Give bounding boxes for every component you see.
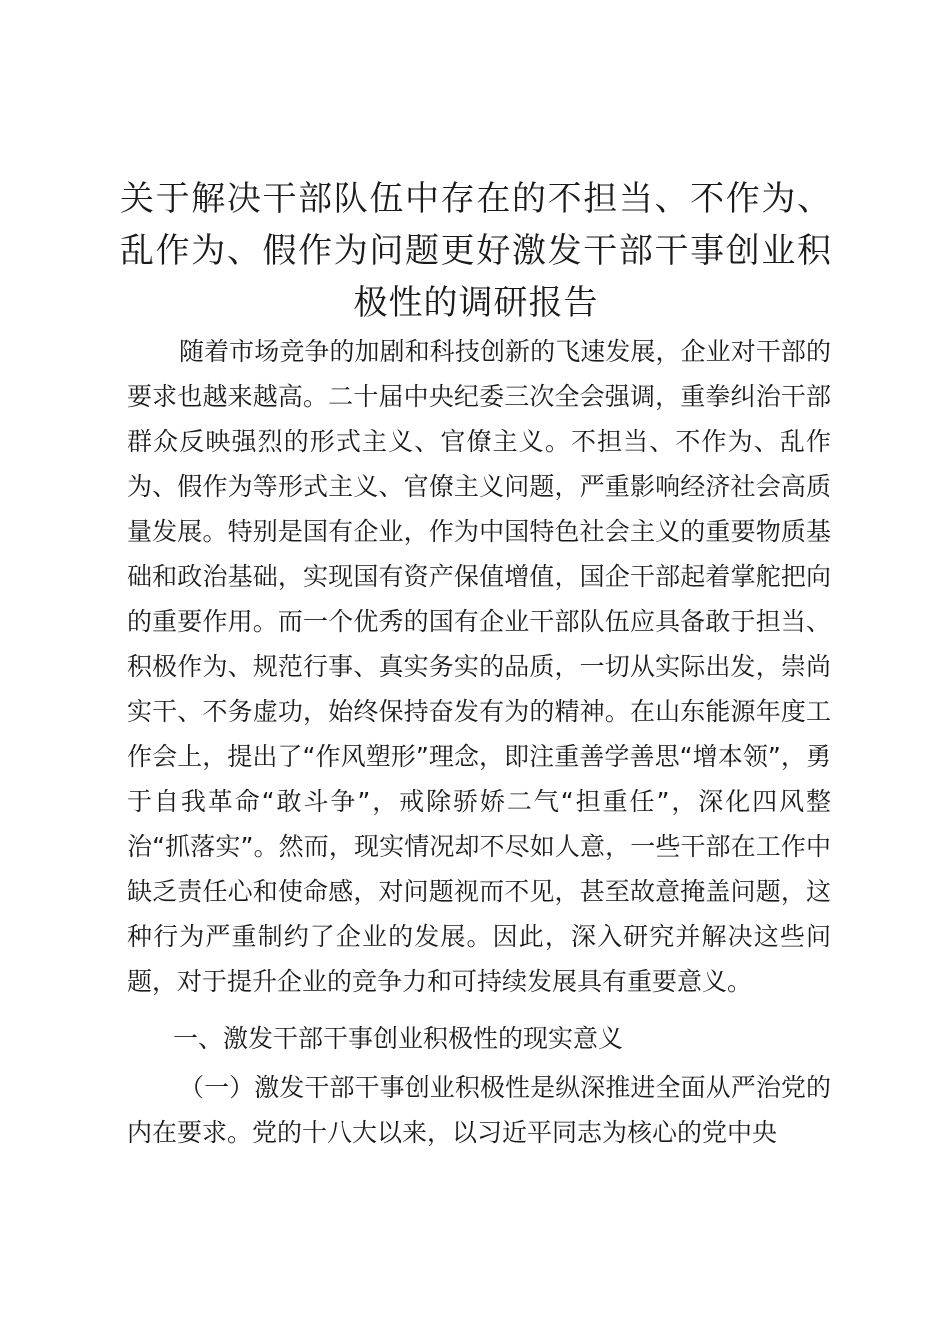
subsection-paragraph: （一）激发干部干事创业积极性是纵深推进全面从严治党的内在要求。党的十八大以来，以习近平同志为核心的党中央: [127, 1073, 831, 1147]
document-title: 关于解决干部队伍中存在的不担当、不作为、乱作为、假作为问题更好激发干部干事创业积极性的调研报告: [120, 179, 832, 323]
document-body: [127, 329, 831, 1155]
intro-paragraph: 随着市场竞争的加剧和科技创新的飞速发展，企业对干部的要求也越来越高。二十届中央纪委三次全会强调，重拳纠治干部群众反映强烈的形式主义、官僚主义。不担当、不作为、乱作为、假作为等形式主义、官僚主义问题，严重影响经济社会高质量发展。特别是国有企业，作为中国特色社会主义的重要物质基础和政治基础，实现国有资产保值增值，国企干部起着掌舵把向的重要作用。而一个优秀的国有企业干部队伍应具备敢于担当、积极作为、规范行事、真实务实的品质，一切从实际出发，崇尚实干、不务虚功，始终保持奋发有为的精神。在山东能源年度工作会上，提出了“作风塑形”理念，即注重善学善思“增本领”，勇于自我革命“敢斗争”，戒除骄娇二气“担重任”，深化四风整治“抓落实”。然而，现实情况却不尽如人意，一些干部在工作中缺乏责任心和使命感，对问题视而不见，甚至故意掩盖问题，这种行为严重制约了企业的发展。因此，深入研究并解决这些问题，对于提升企业的竞争力和可持续发展具有重要意义。: [127, 337, 831, 996]
section-heading: 一、激发干部干事创业积极性的现实意义: [173, 1024, 624, 1053]
